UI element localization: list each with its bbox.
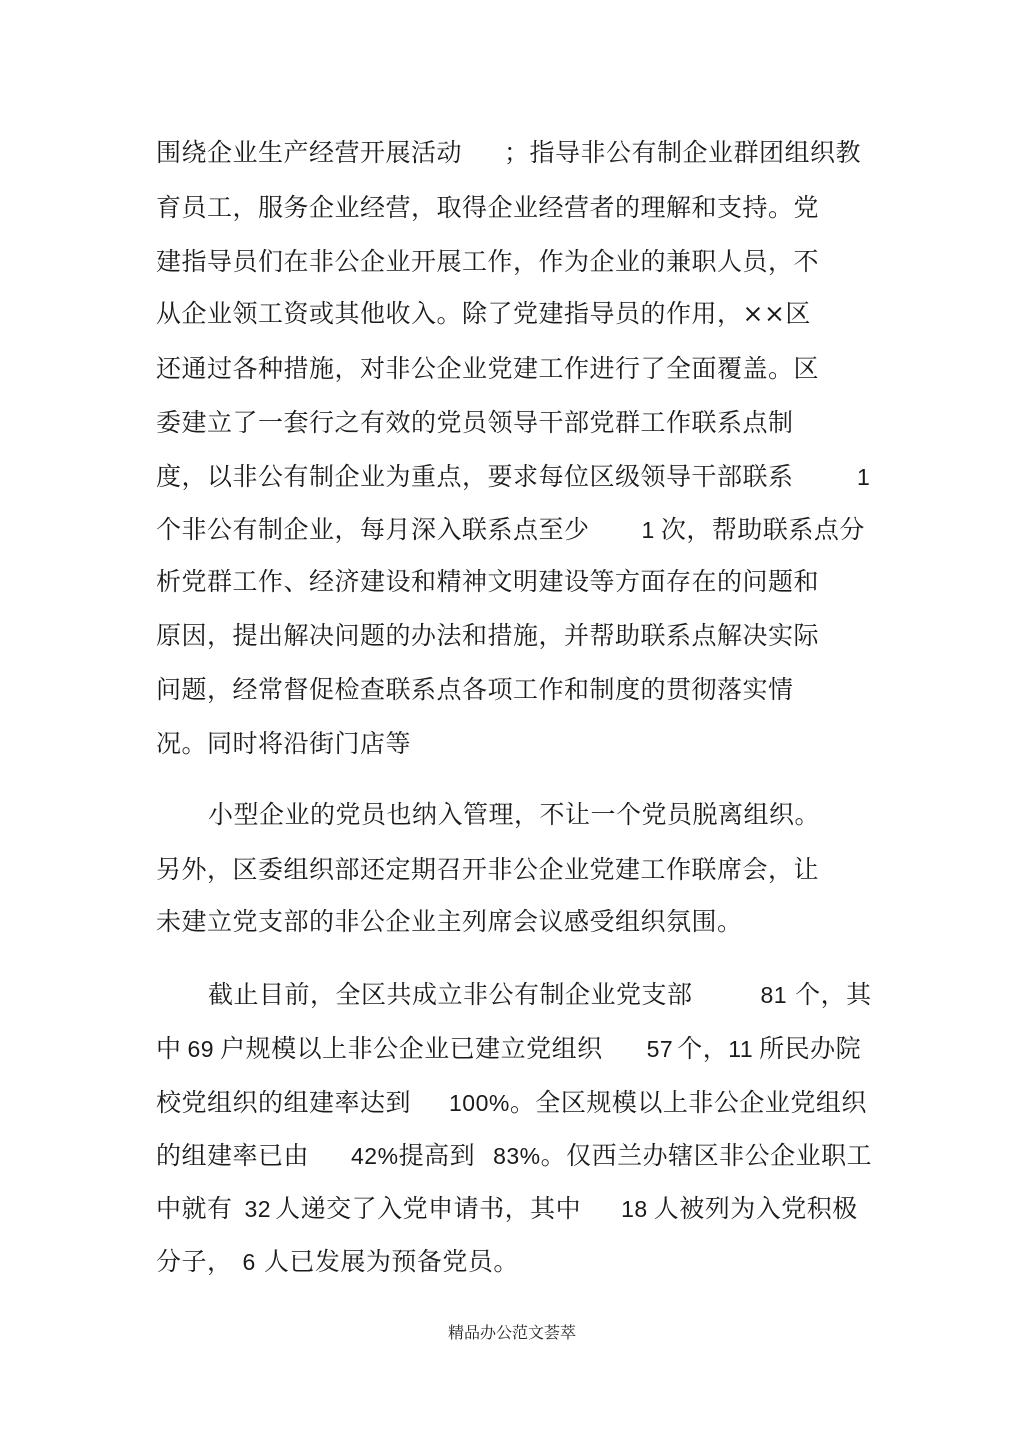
page-footer: 精品办公范文荟萃 bbox=[447, 1323, 576, 1342]
number-value: 11 bbox=[728, 1036, 754, 1062]
text-segment: 次，帮助联系点分 bbox=[660, 515, 865, 544]
number-value: 100% bbox=[449, 1090, 510, 1116]
text-segment: 中 bbox=[156, 1034, 182, 1063]
text-segment: 提高到 bbox=[398, 1141, 476, 1170]
text-segment: 人递交了入党申请书，其中 bbox=[275, 1194, 582, 1223]
text-line: 育员工，服务企业经营，取得企业经营者的理解和支持。党 bbox=[156, 193, 820, 222]
text-segment: 人被列为入党积极 bbox=[653, 1194, 858, 1223]
text-line: 委建立了一套行之有效的党员领导干部党群工作联系点制 bbox=[156, 408, 794, 437]
text-segment: 校党组织的组建率达到 bbox=[156, 1088, 412, 1117]
text-line bbox=[156, 1194, 858, 1224]
number-value: 32 bbox=[244, 1196, 272, 1222]
text-segment: 所民办院 bbox=[759, 1034, 862, 1063]
number-value: 18 bbox=[621, 1196, 648, 1222]
text-line: 析党群工作、经济建设和精神文明建设等方面存在的问题和 bbox=[156, 567, 820, 596]
text-segment: 截止目前，全区共成立非公有制企业党支部 bbox=[208, 980, 693, 1009]
text-line: 况。同时将沿街门店等 bbox=[156, 729, 412, 758]
number-value: 83% bbox=[493, 1143, 541, 1169]
number-value: 1 bbox=[857, 464, 870, 490]
text-line bbox=[156, 515, 865, 545]
text-segment: 围绕企业生产经营开展活动 bbox=[156, 138, 463, 167]
text-line: 问题，经常督促检查联系点各项工作和制度的贯彻落实情 bbox=[156, 675, 794, 704]
text-line bbox=[156, 1247, 519, 1277]
number-value: 1 bbox=[641, 517, 655, 543]
text-line: 还通过各种措施，对非公企业党建工作进行了全面覆盖。区 bbox=[156, 354, 820, 383]
text-segment: 分子， bbox=[156, 1247, 233, 1276]
text-line: 从企业领工资或其他收入。除了党建指导员的作用，××区 bbox=[156, 299, 811, 328]
text-segment: 。全区规模以上非公企业党组织 bbox=[509, 1088, 867, 1117]
text-line: 建指导员们在非公企业开展工作，作为企业的兼职人员，不 bbox=[156, 247, 820, 276]
text-line: 另外，区委组织部还定期召开非公企业党建工作联席会，让 bbox=[156, 855, 820, 884]
text-line bbox=[156, 1088, 867, 1118]
text-line: 小型企业的党员也纳入管理，不让一个党员脱离组织。 bbox=[208, 800, 821, 829]
text-segment: 人已发展为预备党员。 bbox=[263, 1247, 519, 1276]
text-line: 原因，提出解决问题的办法和措施，并帮助联系点解决实际 bbox=[156, 621, 820, 650]
text-line: 未建立党支部的非公企业主列席会议感受组织氛围。 bbox=[156, 907, 743, 936]
text-segment: 个非公有制企业，每月深入联系点至少 bbox=[156, 515, 590, 544]
text-segment: 中就有 bbox=[156, 1194, 233, 1223]
number-value: 81 bbox=[760, 982, 788, 1008]
text-line bbox=[156, 138, 861, 168]
text-line: 度，以非公有制企业为重点，要求每位区级领导干部联系 bbox=[156, 462, 794, 491]
text-segment: 户规模以上非公企业已建立党组织 bbox=[220, 1034, 603, 1063]
number-value: 69 bbox=[187, 1036, 215, 1062]
text-line bbox=[156, 1141, 872, 1171]
text-segment: 个， bbox=[677, 1034, 729, 1063]
number-value: 42% bbox=[351, 1143, 399, 1169]
text-segment: 个，其 bbox=[795, 980, 872, 1009]
text-segment: 的组建率已由 bbox=[156, 1141, 310, 1170]
text-segment: ；指导非公有制企业群团组织教 bbox=[504, 138, 862, 167]
text-line bbox=[156, 1034, 861, 1064]
number-value: 57 bbox=[646, 1036, 674, 1062]
text-segment: 。仅西兰办辖区非公企业职工 bbox=[540, 1141, 873, 1170]
text-line bbox=[208, 980, 872, 1010]
number-value: 6 bbox=[242, 1249, 256, 1275]
